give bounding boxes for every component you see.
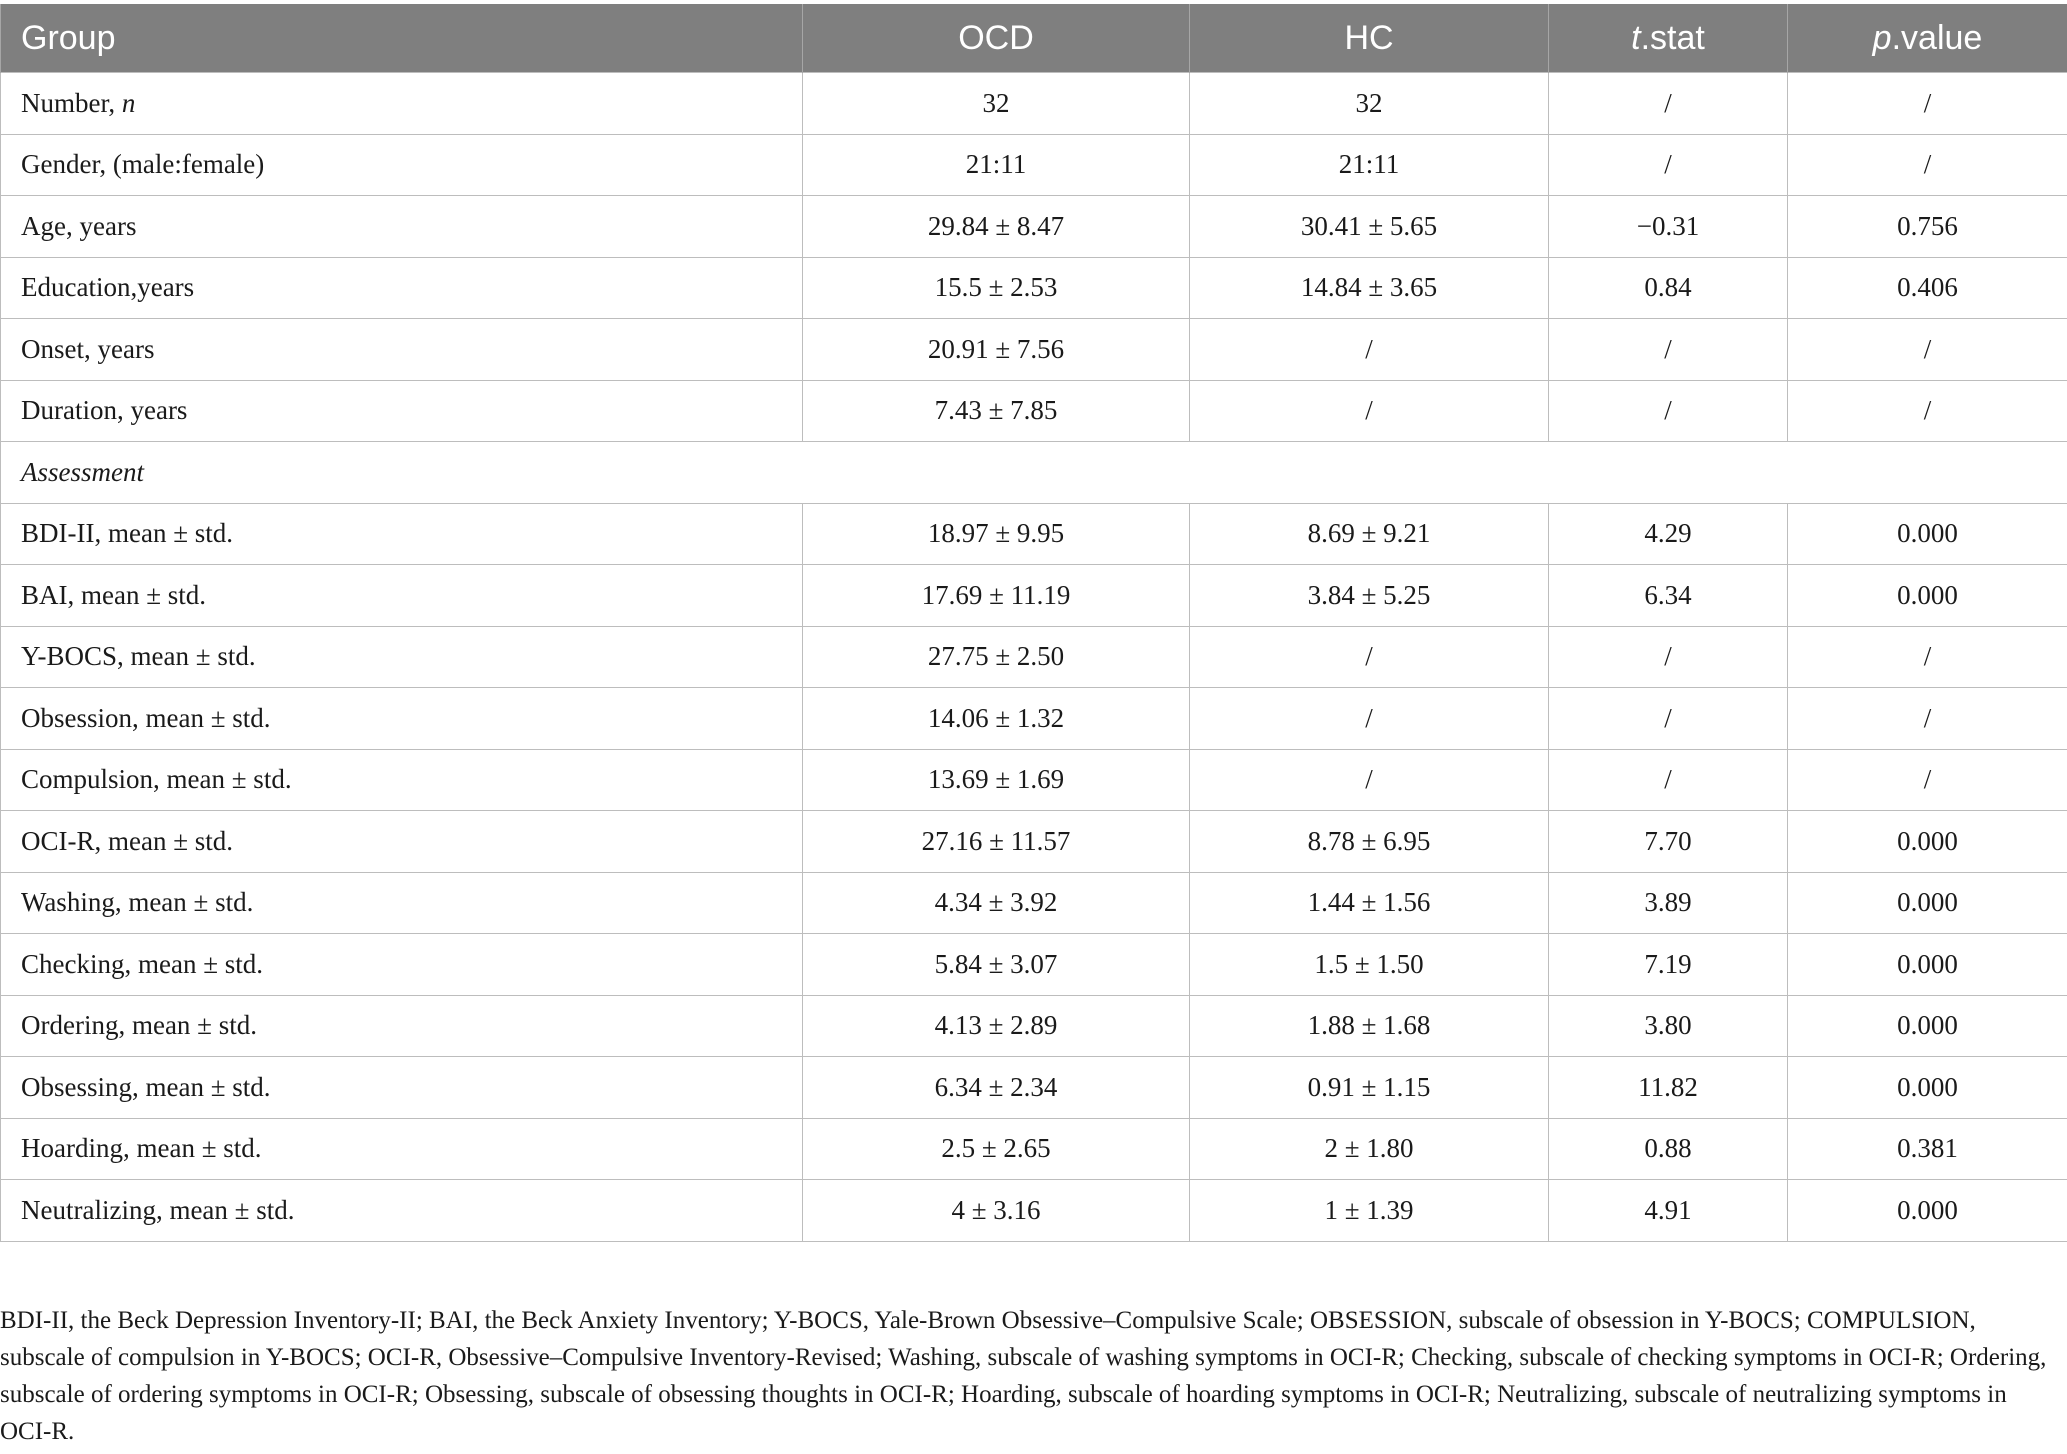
cell-t-stat: 7.19 xyxy=(1549,934,1788,996)
table-footnote: BDI-II, the Beck Depression Inventory-II; BAI, the Beck Anxiety Inventory; Y-BOCS, Yale-Brown Obsessive–Compulsive Scale; OBSESSION, subscale of obsession in Y-BOCS; COMPULSION, subscale of compulsion in Y-BOCS; OCI-R, Obsessive–Compulsive Inventory-Revised; Washing, subscale of washing symptoms in OCI-R; Checking, subscale of checking symptoms in OCI-R; Ordering, subscale of ordering symptoms in OCI-R; Obsessing, subscale of obsessing thoughts in OCI-R; Hoarding, subscale of hoarding symptoms in OCI-R; Neutralizing, subscale of neutralizing symptoms in OCI-R. xyxy=(0,1307,2047,1445)
cell-p-value: 0.000 xyxy=(1788,995,2067,1057)
row-label: BDI-II, mean ± std. xyxy=(1,503,803,565)
cell-hc: 8.69 ± 9.21 xyxy=(1190,503,1549,565)
cell-t-stat: / xyxy=(1549,380,1788,442)
row-label: Obsession, mean ± std. xyxy=(1,688,803,750)
cell-p-value: / xyxy=(1788,380,2067,442)
table-row xyxy=(1,503,2067,565)
cell-hc: / xyxy=(1190,749,1549,811)
cell-p-value: / xyxy=(1788,73,2067,135)
row-label: Age, years xyxy=(1,196,803,258)
cell-hc: 1.44 ± 1.56 xyxy=(1190,872,1549,934)
row-label: Neutralizing, mean ± std. xyxy=(1,1180,803,1242)
header-ocd: OCD xyxy=(803,4,1190,73)
cell-t-stat: / xyxy=(1549,319,1788,381)
cell-p-value: 0.000 xyxy=(1788,811,2067,873)
header-t-rest: .stat xyxy=(1640,18,1705,57)
cell-t-stat: 11.82 xyxy=(1549,1057,1788,1119)
cell-ocd: 14.06 ± 1.32 xyxy=(803,688,1190,750)
header-p-rest: .value xyxy=(1891,18,1983,57)
cell-ocd: 4 ± 3.16 xyxy=(803,1180,1190,1242)
cell-hc: 32 xyxy=(1190,73,1549,135)
cell-hc: 1.88 ± 1.68 xyxy=(1190,995,1549,1057)
row-label: Y-BOCS, mean ± std. xyxy=(1,626,803,688)
cell-p-value: 0.000 xyxy=(1788,503,2067,565)
table-row xyxy=(1,565,2067,627)
cell-t-stat: −0.31 xyxy=(1549,196,1788,258)
cell-t-stat: 6.34 xyxy=(1549,565,1788,627)
cell-t-stat: / xyxy=(1549,134,1788,196)
cell-t-stat: 0.88 xyxy=(1549,1118,1788,1180)
cell-t-stat: / xyxy=(1549,749,1788,811)
header-t-stat xyxy=(1549,4,1788,73)
header-hc: HC xyxy=(1190,4,1549,73)
cell-ocd: 20.91 ± 7.56 xyxy=(803,319,1190,381)
table-row xyxy=(1,73,2067,135)
demographics-table xyxy=(0,4,2067,1242)
row-label: Education,years xyxy=(1,257,803,319)
demographics-table-container xyxy=(0,4,2067,1242)
section-label: Assessment xyxy=(1,442,2067,504)
cell-hc: 0.91 ± 1.15 xyxy=(1190,1057,1549,1119)
cell-p-value: 0.000 xyxy=(1788,1180,2067,1242)
table-row xyxy=(1,749,2067,811)
table-row xyxy=(1,196,2067,258)
cell-p-value: / xyxy=(1788,749,2067,811)
table-row xyxy=(1,380,2067,442)
row-label-text: Number, xyxy=(21,87,122,118)
cell-hc: 8.78 ± 6.95 xyxy=(1190,811,1549,873)
row-label: Hoarding, mean ± std. xyxy=(1,1118,803,1180)
cell-p-value: 0.406 xyxy=(1788,257,2067,319)
row-label: Onset, years xyxy=(1,319,803,381)
row-label: Gender, (male:female) xyxy=(1,134,803,196)
cell-p-value: / xyxy=(1788,626,2067,688)
table-row xyxy=(1,811,2067,873)
cell-p-value: 0.000 xyxy=(1788,1057,2067,1119)
cell-t-stat: 4.91 xyxy=(1549,1180,1788,1242)
cell-ocd: 4.34 ± 3.92 xyxy=(803,872,1190,934)
row-label: Duration, years xyxy=(1,380,803,442)
cell-ocd: 21:11 xyxy=(803,134,1190,196)
cell-ocd: 27.16 ± 11.57 xyxy=(803,811,1190,873)
cell-hc: 1.5 ± 1.50 xyxy=(1190,934,1549,996)
table-body xyxy=(1,73,2067,1242)
row-label: BAI, mean ± std. xyxy=(1,565,803,627)
cell-hc: / xyxy=(1190,688,1549,750)
row-label: Obsessing, mean ± std. xyxy=(1,1057,803,1119)
row-label: OCI-R, mean ± std. xyxy=(1,811,803,873)
table-row xyxy=(1,1057,2067,1119)
table-row xyxy=(1,1180,2067,1242)
cell-t-stat: 4.29 xyxy=(1549,503,1788,565)
row-label: Ordering, mean ± std. xyxy=(1,995,803,1057)
cell-hc: 21:11 xyxy=(1190,134,1549,196)
table-row xyxy=(1,134,2067,196)
cell-ocd: 13.69 ± 1.69 xyxy=(803,749,1190,811)
cell-p-value: 0.000 xyxy=(1788,872,2067,934)
cell-t-stat: 3.80 xyxy=(1549,995,1788,1057)
cell-p-value: / xyxy=(1788,688,2067,750)
cell-t-stat: / xyxy=(1549,688,1788,750)
row-label: Checking, mean ± std. xyxy=(1,934,803,996)
cell-hc: 3.84 ± 5.25 xyxy=(1190,565,1549,627)
cell-ocd: 27.75 ± 2.50 xyxy=(803,626,1190,688)
cell-ocd: 7.43 ± 7.85 xyxy=(803,380,1190,442)
table-row xyxy=(1,626,2067,688)
cell-hc: / xyxy=(1190,626,1549,688)
cell-ocd: 2.5 ± 2.65 xyxy=(803,1118,1190,1180)
cell-t-stat: / xyxy=(1549,626,1788,688)
cell-p-value: 0.756 xyxy=(1788,196,2067,258)
table-row xyxy=(1,934,2067,996)
cell-p-value: / xyxy=(1788,319,2067,381)
cell-ocd: 32 xyxy=(803,73,1190,135)
cell-ocd: 6.34 ± 2.34 xyxy=(803,1057,1190,1119)
cell-hc: 30.41 ± 5.65 xyxy=(1190,196,1549,258)
section-row-assessment xyxy=(1,442,2067,504)
cell-t-stat: 7.70 xyxy=(1549,811,1788,873)
cell-ocd: 5.84 ± 3.07 xyxy=(803,934,1190,996)
table-row xyxy=(1,872,2067,934)
header-row xyxy=(1,4,2067,73)
table-row xyxy=(1,257,2067,319)
cell-ocd: 29.84 ± 8.47 xyxy=(803,196,1190,258)
cell-hc: / xyxy=(1190,319,1549,381)
cell-p-value: / xyxy=(1788,134,2067,196)
cell-ocd: 15.5 ± 2.53 xyxy=(803,257,1190,319)
cell-t-stat: 3.89 xyxy=(1549,872,1788,934)
cell-hc: 14.84 ± 3.65 xyxy=(1190,257,1549,319)
cell-hc: / xyxy=(1190,380,1549,442)
cell-ocd: 18.97 ± 9.95 xyxy=(803,503,1190,565)
cell-hc: 2 ± 1.80 xyxy=(1190,1118,1549,1180)
table-header xyxy=(1,4,2067,73)
cell-t-stat: 0.84 xyxy=(1549,257,1788,319)
cell-t-stat: / xyxy=(1549,73,1788,135)
row-label-italic: n xyxy=(121,87,136,118)
cell-p-value: 0.000 xyxy=(1788,934,2067,996)
header-group: Group xyxy=(1,4,803,73)
row-label: Compulsion, mean ± std. xyxy=(1,749,803,811)
cell-ocd: 4.13 ± 2.89 xyxy=(803,995,1190,1057)
table-row xyxy=(1,319,2067,381)
table-row xyxy=(1,995,2067,1057)
row-label xyxy=(1,73,803,135)
table-row xyxy=(1,688,2067,750)
cell-p-value: 0.381 xyxy=(1788,1118,2067,1180)
table-row xyxy=(1,1118,2067,1180)
header-p-italic: p xyxy=(1872,18,1892,57)
header-p-value xyxy=(1788,4,2067,73)
cell-hc: 1 ± 1.39 xyxy=(1190,1180,1549,1242)
row-label: Washing, mean ± std. xyxy=(1,872,803,934)
cell-ocd: 17.69 ± 11.19 xyxy=(803,565,1190,627)
cell-p-value: 0.000 xyxy=(1788,565,2067,627)
header-t-italic: t xyxy=(1631,18,1641,57)
